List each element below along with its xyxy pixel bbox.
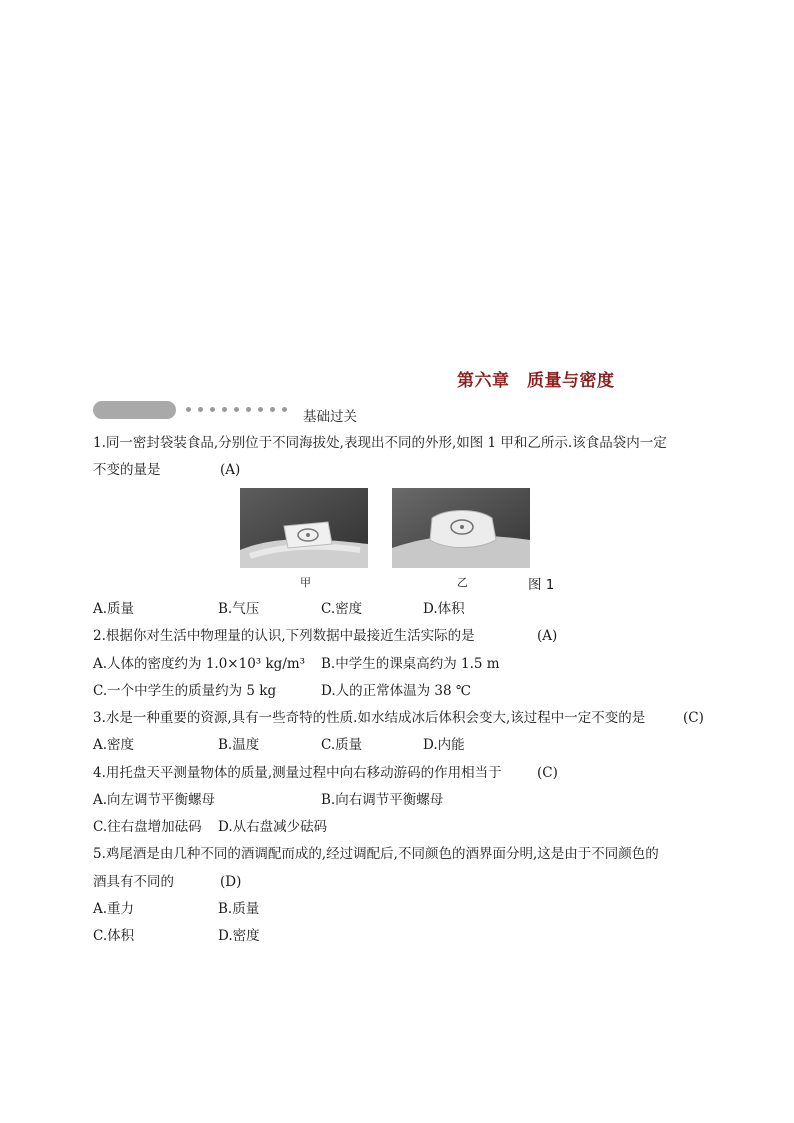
question-1-stem-line2: 不变的量是: [93, 462, 161, 478]
question-5-stem-line2: 酒具有不同的: [93, 874, 174, 890]
caption-jia: 甲: [300, 576, 311, 589]
question-1-stem-line1: 1.同一密封袋装食品,分别位于不同海拔处,表现出不同的外形,如图 1 甲和乙所示.该食品袋内一定: [93, 435, 667, 451]
question-1-option-a: A.质量: [93, 601, 135, 617]
section-dots: [186, 407, 296, 415]
question-3-answer: (C): [683, 710, 704, 726]
question-4-answer: (C): [537, 765, 558, 781]
question-3-option-a: A.密度: [93, 737, 135, 753]
question-1-option-b: B.气压: [218, 601, 260, 617]
question-2-answer: (A): [537, 628, 558, 644]
question-2-option-d: D.人的正常体温为 38 ℃: [321, 683, 471, 699]
section-label: 基础过关: [303, 409, 357, 425]
question-3-stem: 3.水是一种重要的资源,具有一些奇特的性质.如水结成冰后体积会变大,该过程中一定不变的是: [93, 710, 646, 726]
figure-label: 图 1: [528, 577, 555, 593]
section-pill: [93, 401, 176, 419]
question-4-option-c: C.往右盘增加砝码: [93, 819, 202, 835]
question-4-option-a: A.向左调节平衡螺母: [93, 792, 216, 808]
photo-yi: [392, 488, 530, 568]
question-3-option-d: D.内能: [423, 737, 465, 753]
question-2-option-a: A.人体的密度约为 1.0×10³ kg/m³: [93, 656, 306, 672]
question-1-answer: (A): [220, 462, 241, 478]
caption-yi: 乙: [457, 576, 468, 589]
question-2-stem: 2.根据你对生活中物理量的认识,下列数据中最接近生活实际的是: [93, 628, 475, 644]
question-2-option-c: C.一个中学生的质量约为 5 kg: [93, 683, 277, 699]
question-4-stem: 4.用托盘天平测量物体的质量,测量过程中向右移动游码的作用相当于: [93, 765, 502, 781]
question-4-option-b: B.向右调节平衡螺母: [321, 792, 444, 808]
question-5-option-a: A.重力: [93, 901, 135, 917]
question-5-option-d: D.密度: [218, 928, 260, 944]
question-1-option-d: D.体积: [423, 601, 465, 617]
question-5-option-c: C.体积: [93, 928, 135, 944]
question-5-option-b: B.质量: [218, 901, 260, 917]
question-5-answer: (D): [220, 874, 242, 890]
question-4-option-d: D.从右盘减少砝码: [218, 819, 328, 835]
photo-jia: [240, 488, 368, 568]
question-1-option-c: C.密度: [321, 601, 363, 617]
question-3-option-b: B.温度: [218, 737, 260, 753]
question-5-stem-line1: 5.鸡尾酒是由几种不同的酒调配而成的,经过调配后,不同颜色的酒界面分明,这是由于不同颜色的: [93, 846, 659, 862]
question-2-option-b: B.中学生的课桌高约为 1.5 m: [321, 656, 500, 672]
chapter-title: 第六章 质量与密度: [457, 371, 615, 391]
question-3-option-c: C.质量: [321, 737, 363, 753]
